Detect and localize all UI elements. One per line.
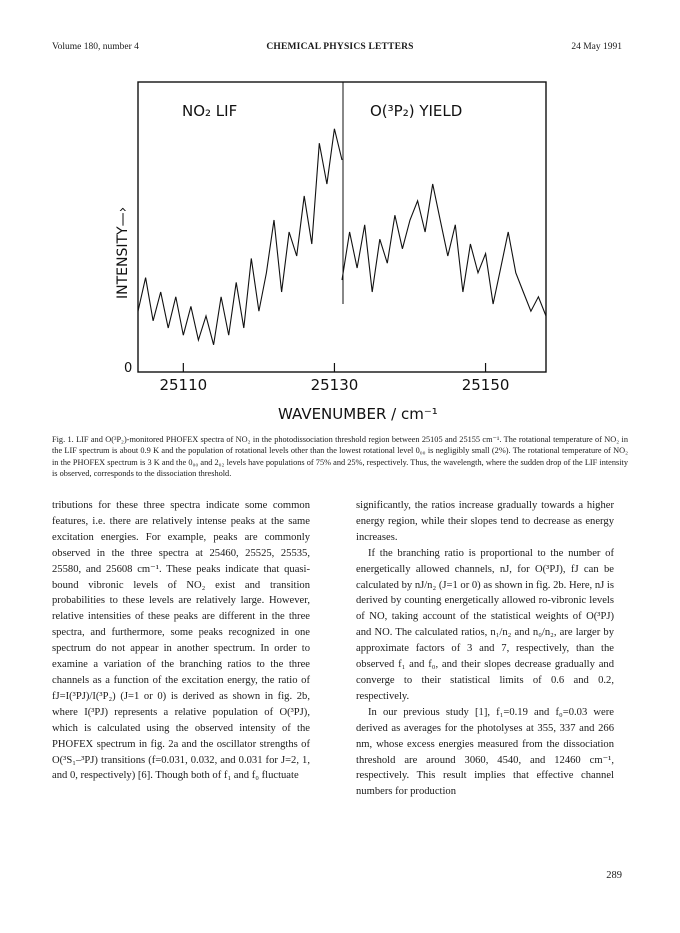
y-axis-label: INTENSITY—›	[115, 206, 131, 299]
spectrum-figure	[100, 74, 580, 424]
x-tick-label: 25130	[310, 376, 359, 394]
x-tick-label: 25150	[461, 376, 510, 394]
plot-frame	[138, 82, 546, 372]
paragraph: tributions for these three spectra indicate some common features, i.e. there are relatively intense peaks at the same excitation energies. For example, peaks are commonly observed in the three spectra at 25460, 25525, 25535, 25580, and 25608 cm⁻¹. These peaks indicate that quasi-bound vibronic levels of NO₂ exist and transition probabilities to these levels are relatively large. However, relative intensities of these peaks are different in the three spectra, and furthermore, some peaks recognized in one spectrum do not appear in another spectrum. In order to examine a variation of the branching ratios to the three channels as a function of the excitation energy, the ratio of fJ=I(³PJ)/I(³P₂) (J=1 or 0) is derived as shown in fig. 2b, where I(³PJ) represents a relative population of O(³PJ), which is calculated using the observed intensity of the PHOFEX spectrum in fig. 2a and the oscillator strengths of O(³S₁–³PJ) transitions (f=0.031, 0.032, and 0.031 for J=2, 1, and 0, respectively) [6]. Though both of f₁ and f₀ fluctuate	[52, 500, 310, 782]
x-axis-label: WAVENUMBER / cm⁻¹	[278, 405, 438, 423]
paragraph: If the branching ratio is proportional to the number of energetically allowed channels, nJ, for O(³PJ), fJ can be calculated by nJ/n₂ (J=1 or 0) as shown in fig. 2b. Here, nJ is derived by counting energetically allowed ro-vibronic levels of NO, taking account of the statistical weights of O(³PJ) and NO. The calculated ratios, n₁/n₂ and n₀/n₂, are larger by approximate factors of 3 and 7, respectively, than the observed f₁ and f₀, and their slopes decrease gradually and converge to their statistical limits of 0.6 and 0.2, respectively.	[356, 547, 614, 702]
figure-caption: Fig. 1. LIF and O(³P₂)-monitored PHOFEX spectra of NO₂ in the photodissociation threshold region between 25105 and 25155 cm⁻¹. The rotational temperature of NO₂ in the LIF spectrum is about 0.9 K and the population of rotational levels other than the lowest rotational level 0₀₀ is negligibly small (2%). The rotational temperature of NO₂ in the PHOFEX spectrum is 3 K and the 0₀₀ and 2₀₂ levels have populations of 75% and 25%, respectively. Thus, the wavelength, where the sudden drop of the LIF intensity is observed, corresponds to the dissociation threshold.	[52, 435, 628, 479]
page-number: 289	[606, 870, 622, 881]
y-zero-label: 0	[124, 361, 133, 376]
x-ticks	[159, 363, 509, 394]
paragraph: In our previous study [1], f₁=0.19 and f₀=0.03 were derived as averages for the photolyses at 355, 337 and 266 nm, whose excess energies measured from the dissociation threshold are around 3060, 4540, and 12460 cm⁻¹, respectively. This result implies that effective channel numbers for production	[356, 706, 614, 798]
yield-label: O(³P₂) YIELD	[370, 102, 463, 120]
spectrum-traces	[138, 129, 546, 345]
date-header: 24 May 1991	[571, 42, 622, 52]
volume-header: Volume 180, number 4	[52, 42, 139, 52]
paragraph: significantly, the ratios increase gradually towards a higher energy region, while their slopes tend to decrease as energy increases.	[356, 500, 614, 543]
x-tick-label: 25110	[159, 376, 208, 394]
lif-spectrum-line	[138, 129, 342, 345]
text-column-right	[356, 498, 614, 800]
lif-label: NO₂ LIF	[182, 102, 238, 120]
yield-spectrum-line	[342, 184, 546, 316]
journal-header: CHEMICAL PHYSICS LETTERS	[266, 42, 414, 52]
text-column-left	[52, 498, 310, 784]
